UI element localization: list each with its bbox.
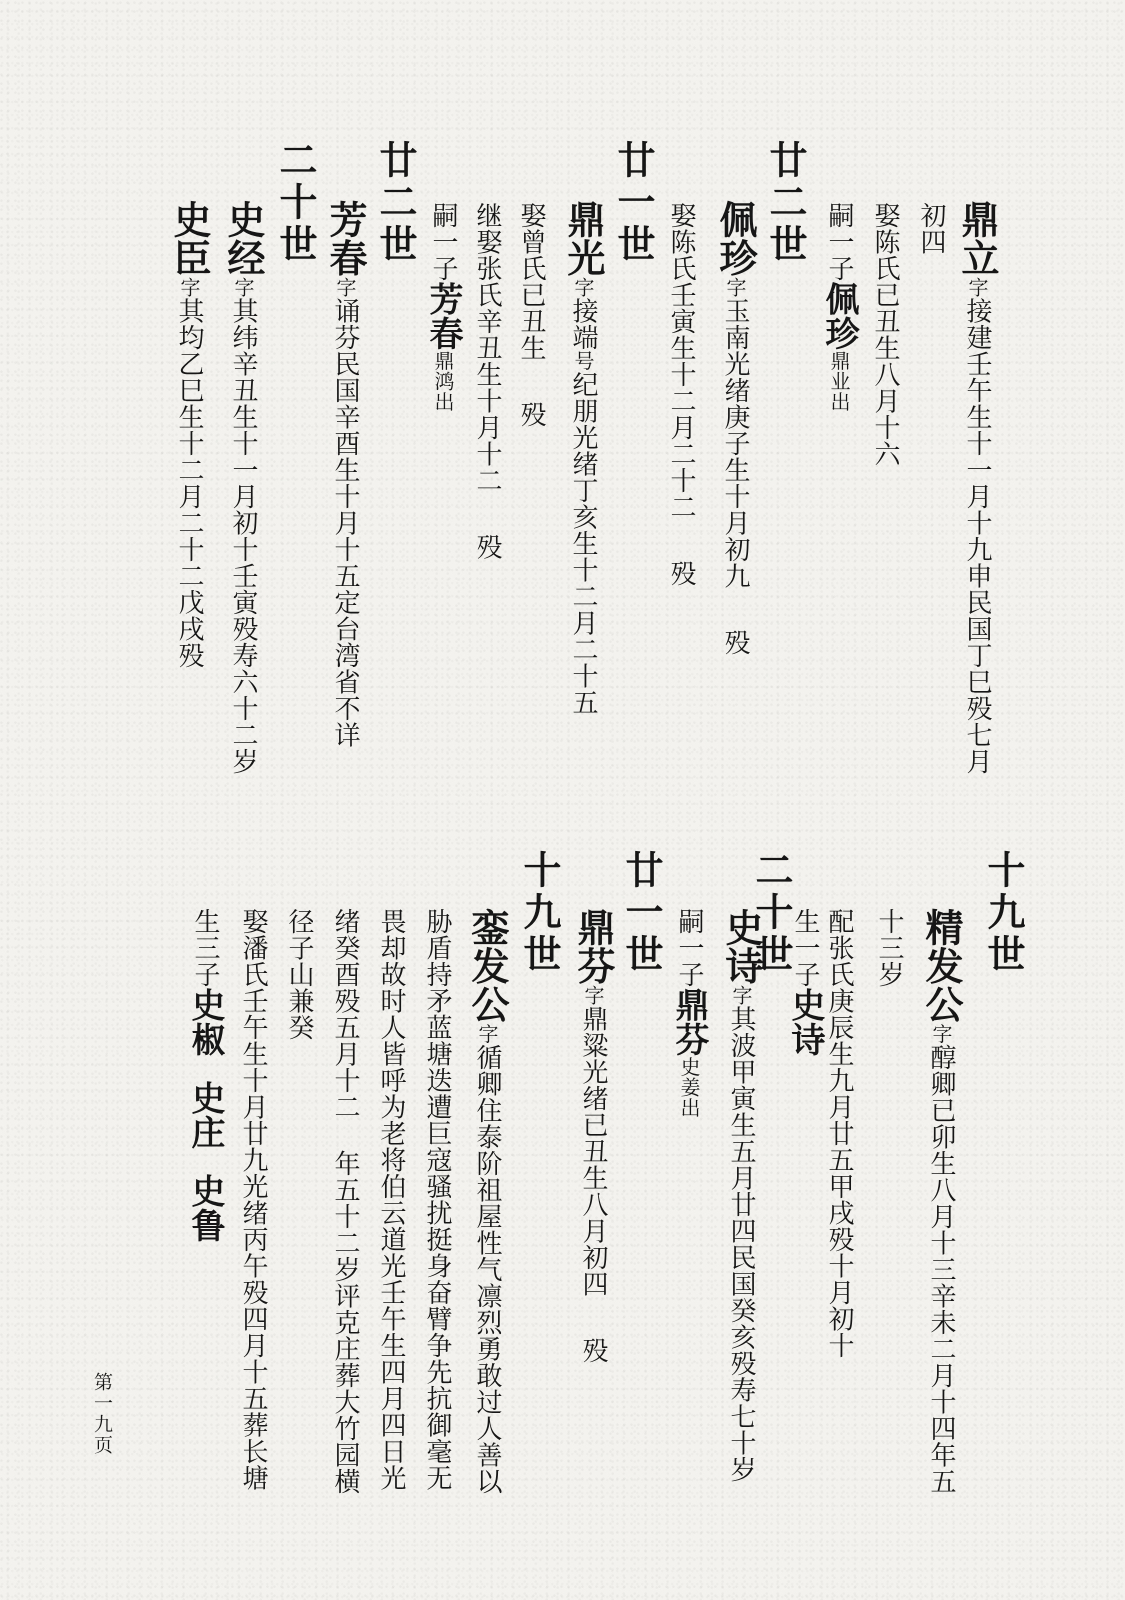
- person-name: 鼎芬: [571, 908, 616, 985]
- zi-marker: 字: [475, 1023, 499, 1044]
- zi-marker: 字: [177, 277, 201, 298]
- entry-dingli: [955, 200, 1000, 775]
- entry-text: 玉南光绪庚子生十月初九: [720, 297, 750, 589]
- death-mark: 殁: [720, 629, 750, 656]
- death-mark: 殁: [516, 401, 546, 428]
- wife-entry: [872, 202, 898, 467]
- biography-line: [378, 908, 404, 1491]
- entry-dingguang: [561, 200, 606, 716]
- heir-name: 芳春: [423, 281, 463, 351]
- wife-entry: [518, 202, 544, 428]
- entry-peizhen: [713, 200, 758, 656]
- wife-entry: [474, 202, 500, 560]
- zi-marker: 字: [571, 277, 595, 298]
- zi-marker: 字: [723, 277, 747, 298]
- zi-marker: 字: [929, 1023, 953, 1044]
- zi-marker: 字: [231, 277, 255, 298]
- person-name: 史经: [221, 200, 266, 277]
- person-name: 鼎光: [561, 200, 606, 277]
- page-number: 第一九页: [91, 1372, 113, 1456]
- entry-text: 纪朋光绪丁亥生十二月二十五: [568, 371, 598, 716]
- entry-text: 年五十二岁评克庄葬大竹园横: [330, 1150, 360, 1495]
- entry-text: 娶陈氏已丑生八月十六: [870, 202, 900, 467]
- entry-text: 初四: [916, 202, 946, 255]
- heir-prefix: 嗣一子: [428, 202, 458, 282]
- entry-dingfen: [571, 908, 616, 1364]
- heir-entry: [669, 908, 709, 1118]
- person-name: 鼎立: [955, 200, 1000, 277]
- wife-entry: [826, 908, 852, 1359]
- entry-text: 畏却故时人皆呼为老将伯云道光壬午生四月四日光: [376, 908, 406, 1491]
- entry-jingfagong: [919, 908, 964, 1495]
- heir-note: 鼎鸿出: [431, 350, 455, 412]
- entry-text: 娶陈氏壬寅生十二月二十二: [666, 202, 696, 520]
- entry-text: 娶曾氏已丑生: [516, 202, 546, 361]
- person-name: 芳春: [323, 200, 368, 277]
- heir-entry: [423, 202, 463, 412]
- person-name: 精发公: [919, 908, 964, 1024]
- entry-text: 径子山兼癸: [284, 908, 314, 1041]
- entry-shijing: [221, 200, 266, 775]
- entry-shichen: [167, 200, 212, 669]
- heir-note: 鼎业出: [827, 350, 851, 412]
- entry-text: 继娶张氏辛丑生十月十二: [472, 202, 502, 494]
- entry-fangchun: [323, 200, 368, 748]
- generation-label: 十九世: [981, 850, 1026, 976]
- generation-label: 二十世: [273, 140, 318, 266]
- entry-text: 其纬辛丑生十一月初十壬寅殁寿六十二岁: [228, 297, 258, 775]
- child-name: 史诗: [785, 987, 825, 1057]
- entry-text: 十三岁: [874, 908, 904, 988]
- child-name: 史椒: [185, 987, 225, 1057]
- entry-text: 绪癸酉殁五月十二: [330, 908, 360, 1120]
- entry-line: [876, 908, 902, 988]
- generation-label: 廿一世: [611, 140, 656, 266]
- zi-marker: 字: [581, 985, 605, 1006]
- hao-marker: 号: [571, 350, 595, 371]
- entry-text: 循卿住泰阶祖屋性气凛烈勇敢过人善以: [472, 1044, 502, 1495]
- entry-text: 胁盾持矛蓝塘迭遭巨寇骚扰挺身奋臂争先抗御毫无: [422, 908, 452, 1491]
- zi-marker: 字: [729, 985, 753, 1006]
- person-name: 佩珍: [713, 200, 758, 277]
- generation-label: 廿二世: [763, 140, 808, 266]
- children-prefix: 生一子: [790, 908, 820, 988]
- heir-name: 佩珍: [819, 281, 859, 351]
- biography-line: [424, 908, 450, 1491]
- heir-name: 鼎芬: [669, 987, 709, 1057]
- person-name: 史臣: [167, 200, 212, 277]
- generation-label: 二十世: [749, 850, 794, 976]
- entry-text: 醇卿已卯生八月十三辛未二月十四年五: [926, 1044, 956, 1495]
- death-mark: 殁: [578, 1337, 608, 1364]
- entry-text: 鼎粱光绪已丑生八月初四: [578, 1005, 608, 1297]
- heir-prefix: 嗣一子: [674, 908, 704, 988]
- death-mark: 殁: [472, 533, 502, 560]
- entry-text: 接端: [568, 297, 598, 351]
- entry-text: 其波甲寅生五月廿四民国癸亥殁寿七十岁: [726, 1005, 756, 1483]
- heir-prefix: 嗣一子: [824, 202, 854, 282]
- entry-shishi: [719, 908, 764, 1483]
- generation-label: 十九世: [517, 850, 562, 976]
- biography-line: [332, 908, 358, 1495]
- wife-entry: [668, 202, 694, 587]
- entry-text: 配张氏庚辰生九月廿五甲戌殁十月初十: [824, 908, 854, 1359]
- entry-text: 其均乙巳生十二月二十二戊戌殁: [174, 297, 204, 669]
- heir-entry: [819, 202, 859, 412]
- zi-marker: 字: [333, 277, 357, 298]
- entry-luanfagong: [465, 908, 510, 1495]
- entry-text: 娶潘氏壬午生十月廿九光绪丙午殁四月十五葬长塘: [238, 908, 268, 1491]
- person-name: 銮发公: [465, 908, 510, 1024]
- child-name: 史鲁: [185, 1173, 225, 1243]
- person-name: 史诗: [719, 908, 764, 985]
- children-entry: [185, 908, 225, 1243]
- zi-marker: 字: [965, 277, 989, 298]
- biography-line: [286, 908, 312, 1041]
- entry-text: 接建壬午生十一月十九申民国丁巳殁七月: [962, 297, 992, 775]
- death-mark: 殁: [666, 560, 696, 587]
- generation-label: 廿一世: [619, 850, 664, 976]
- generation-label: 廿二世: [373, 140, 418, 266]
- child-name: 史庄: [185, 1080, 225, 1150]
- heir-note: 史姜出: [677, 1056, 701, 1118]
- children-prefix: 生三子: [190, 908, 220, 988]
- wife-entry: [240, 908, 266, 1491]
- entry-text: 诵芬民国辛酉生十月十五定台湾省不详: [330, 297, 360, 748]
- entry-line: [918, 202, 944, 255]
